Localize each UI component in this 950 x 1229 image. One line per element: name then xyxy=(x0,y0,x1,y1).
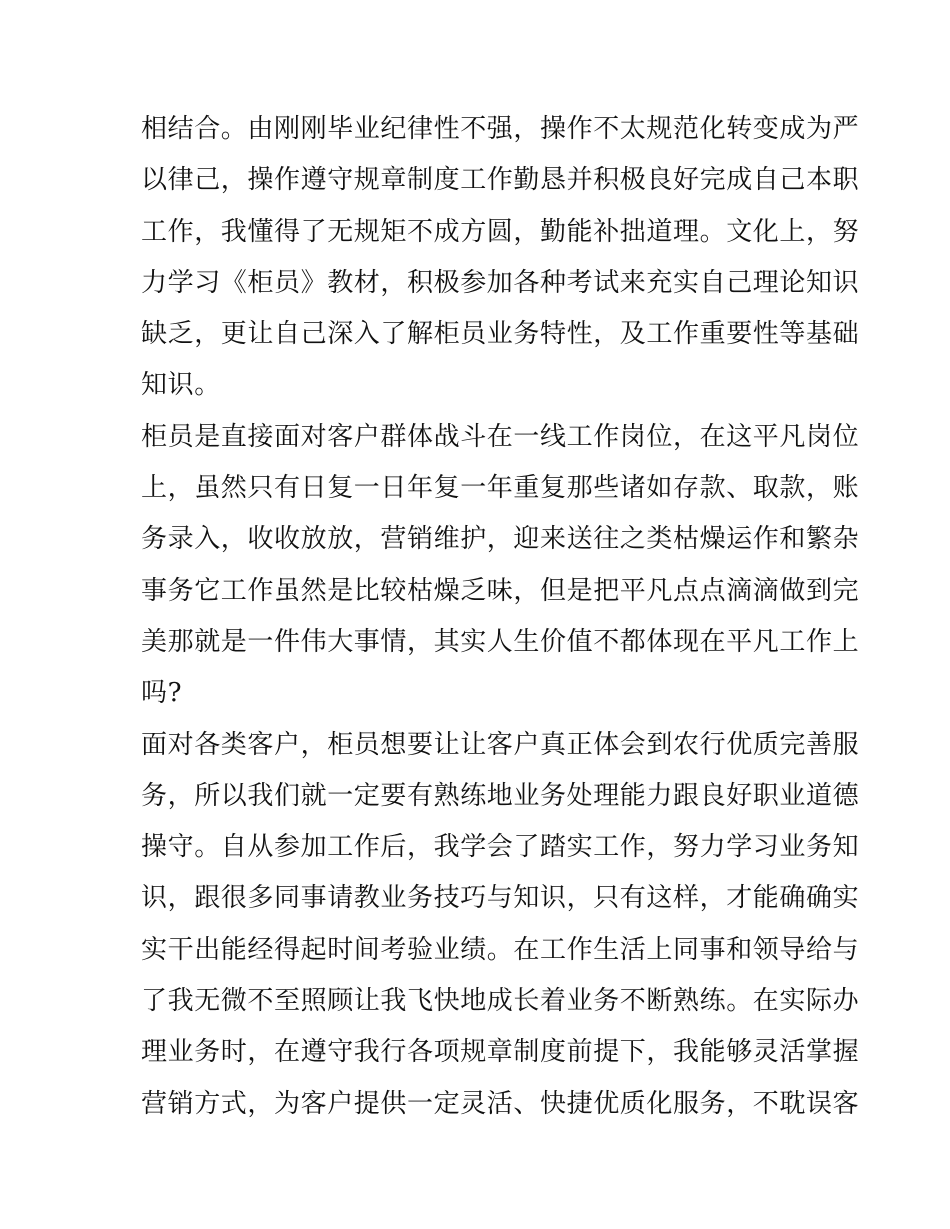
text-line: 力学习《柜员》教材，积极参加各种考试来充实自己理论知识 xyxy=(141,267,860,298)
text-line: 务，所以我们就一定要有熟练地业务处理能力跟良好职业道德 xyxy=(141,780,860,811)
text-line: 缺乏，更让自己深入了解柜员业务特性，及工作重要性等基础 xyxy=(141,319,860,350)
text-line: 操守。自从参加工作后，我学会了踏实工作，努力学习业务知 xyxy=(141,832,860,863)
text-line: 理业务时，在遵守我行各项规章制度前提下，我能够灵活掌握 xyxy=(141,1037,860,1068)
text-line: 营销方式，为客户提供一定灵活、快捷优质化服务，不耽误客 xyxy=(141,1088,860,1119)
text-line: 工作，我懂得了无规矩不成方圆，勤能补拙道理。文化上，努 xyxy=(141,216,860,247)
text-line: 相结合。由刚刚毕业纪律性不强，操作不太规范化转变成为严 xyxy=(141,114,860,144)
text-line: 以律己，操作遵守规章制度工作勤恳并积极良好完成自己本职 xyxy=(141,165,860,196)
document-body xyxy=(141,104,860,1130)
text-line: 柜员是直接面对客户群体战斗在一线工作岗位，在这平凡岗位 xyxy=(141,421,860,452)
text-line: 事务它工作虽然是比较枯燥乏味，但是把平凡点点滴滴做到完 xyxy=(141,575,860,606)
text-line: 面对各类客户，柜员想要让让客户真正体会到农行优质完善服 xyxy=(141,729,860,760)
text-line: 吗? xyxy=(141,678,183,709)
text-line: 上，虽然只有日复一日年复一年重复那些诸如存款、取款，账 xyxy=(141,473,860,504)
text-line: 美那就是一件伟大事情，其实人生价值不都体现在平凡工作上 xyxy=(141,626,860,657)
text-line: 了我无微不至照顾让我飞快地成长着业务不断熟练。在实际办 xyxy=(141,986,860,1017)
text-line: 识，跟很多同事请教业务技巧与知识，只有这样，才能确确实 xyxy=(141,883,860,914)
text-line: 务录入，收收放放，营销维护，迎来送往之类枯燥运作和繁杂 xyxy=(141,524,860,555)
text-line: 知识。 xyxy=(141,370,221,401)
text-line: 实干出能经得起时间考验业绩。在工作生活上同事和领导给与 xyxy=(141,934,860,965)
